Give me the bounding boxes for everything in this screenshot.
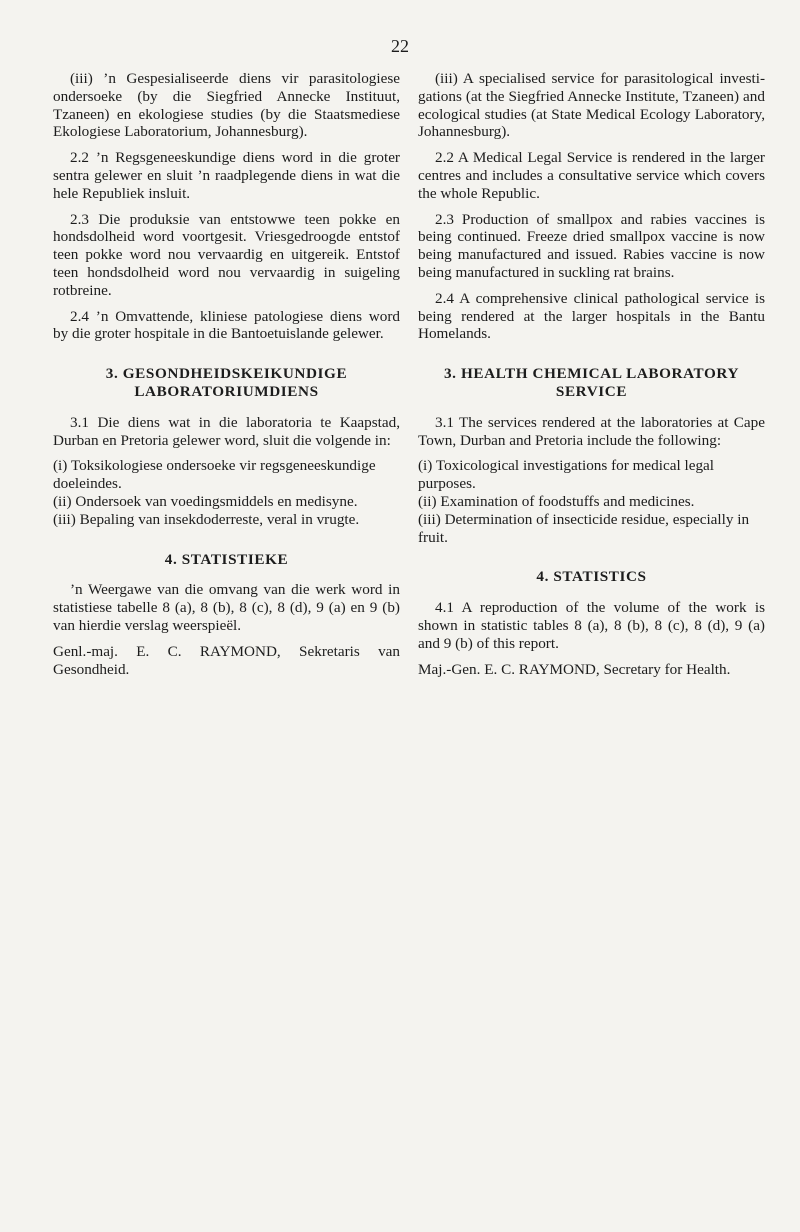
en-paragraph-2-2: 2.2 A Medical Legal Service is rendered in the larger centres and includes a consultative service which covers the whole Republic. <box>418 149 765 202</box>
en-item-ii: (ii) Examination of foodstuffs and medicines. <box>418 492 695 510</box>
af-intro-item-iii: (iii) ’n Gespesialiseerde diens vir parasitologiese ondersoeke (by die Siegfried Annecke Instituut, Tzaneen) en ekologiese studies (by die Staatsmediese Ekologiese Laboratorium, Johannesburg). <box>53 70 400 141</box>
af-item-ii: (ii) Ondersoek van voedingsmiddels en medisyne. <box>53 492 358 510</box>
page-number: 22 <box>391 36 409 56</box>
af-item-i: (i) Toksikologiese ondersoeke vir regsgeneeskundige doeleindes. <box>53 457 376 493</box>
af-heading-3: 3. GESONDHEIDSKEIKUNDIGE LABORATORIUMDIENS <box>105 365 348 400</box>
en-paragraph-4: 4.1 A reproduction of the volume of the work is shown in statistic tables 8 (a), 8 (b), 8 (c), 8 (d), 9 (a) and 9 (b) of this report. <box>418 599 765 652</box>
en-heading-3: 3. HEALTH CHEMICAL LABORATORY SERVICE <box>443 365 740 400</box>
af-paragraph-3-1: 3.1 Die diens wat in die laboratoria te Kaapstad, Durban en Pretoria gelewer word, sluit die volgende in: <box>53 413 400 449</box>
af-item-iii: (iii) Bepaling van insekdoderreste, veral in vrugte. <box>53 510 360 528</box>
en-signature: Maj.-Gen. E. C. RAYMOND, Secretary for Health. <box>418 660 731 678</box>
en-item-iii: (iii) Determination of insecticide residue, especially in fruit. <box>418 510 750 546</box>
af-paragraph-4: ’n Weergawe van die omvang van die werk word in statistiese tabelle 8 (a), 8 (b), 8 (c), 8 (d), 9 (a) en 9 (b) van hierdie verslag weerspieël. <box>53 581 400 634</box>
en-paragraph-2-3: 2.3 Production of smallpox and rabies vaccines is being continued. Freeze dried smallpox vaccine is now being manufactured and issued. Rabies vaccine is now being manufactured in suckling rat brains. <box>418 210 765 281</box>
en-heading-4: 4. STATISTICS <box>536 568 647 586</box>
af-paragraph-2-3: 2.3 Die produksie van entstowwe teen pokke en hondsdolheid word voortgesit. Vriesgedroogde entstof teen pokke word nou vervaardig en uitgereik. Entstof teen hondsdolheid word nou vervaardig in suigeling rotbreine. <box>53 210 400 299</box>
af-paragraph-2-2: 2.2 ’n Regsgeneeskundige diens word in die groter sentra gelewer en sluit ’n raadplegende diens in wat die hele Republiek insluit. <box>53 149 400 202</box>
en-item-i: (i) Toxicological investigations for medical legal purposes. <box>418 457 714 493</box>
af-signature: Genl.-maj. E. C. RAYMOND, Sekretaris van Gesondheid. <box>53 642 400 678</box>
english-column <box>418 70 765 686</box>
en-paragraph-2-4: 2.4 A comprehensive clinical pathological service is being rendered at the larger hospitals in the Bantu Homelands. <box>418 289 765 343</box>
af-heading-4: 4. STATISTIEKE <box>164 550 289 568</box>
af-paragraph-2-4: 2.4 ’n Omvattende, kliniese patologiese diens word by die groter hospitale in die Bantoetuislande gelewer. <box>53 307 400 343</box>
en-intro-item-iii: (iii) A specialised service for parasitological investigations (at the Siegfried Annecke Institute, Tzaneen) and ecological studies (at State Medical Ecology Laboratory, Johannesburg). <box>418 70 765 141</box>
afrikaans-column <box>53 70 400 686</box>
en-paragraph-3-1: 3.1 The services rendered at the laboratories at Cape Town, Durban and Pretoria include the following: <box>418 413 765 449</box>
